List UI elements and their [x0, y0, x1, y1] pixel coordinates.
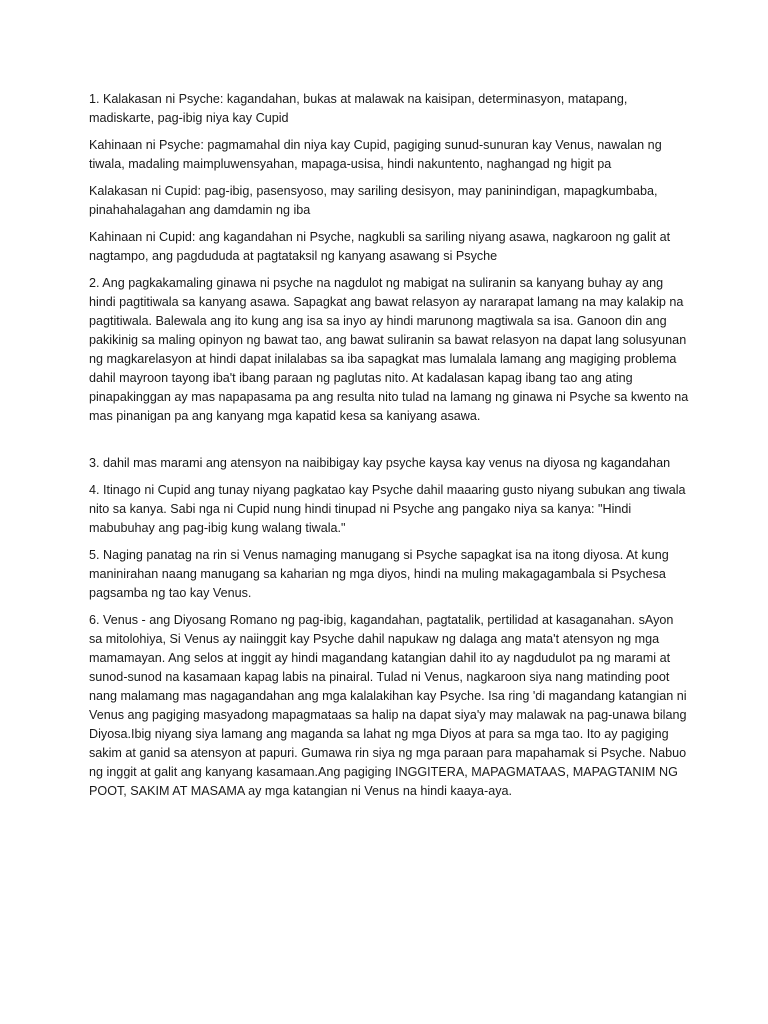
paragraph-5: 2. Ang pagkakamaling ginawa ni psyche na nagdulot ng mabigat na suliranin sa kanyang buhay ay ang hindi pagtitiwala sa kanyang asawa. Sapagkat ang bawat relasyon ay nararapat lamang na may kalakip na pagtitiwala. Balewala ang ito kung ang isa sa inyo ay hindi marunong magtiwala sa isa. Ganoon din ang pakikinig sa maling opinyon ng bawat tao, ang bawat suliranin sa bawat relasyon na dapat lang solusyunan ng magkarelasyon at hindi dapat inilalabas sa iba sapagkat mas lumalala lamang ang magiging problema dahil mayroon tayong iba't ibang paraan ng paglutas nito. At kadalasan kapag ibang tao ang ating pinapakinggan ay mas napapasama pa ang resulta nito tulad na lamang ng ginawa ni Psyche sa kwento na mas pinanigan pa ang kanyang mga kapatid kesa sa kaniyang asawa.: [89, 276, 689, 423]
paragraph-9: 6. Venus - ang Diyosang Romano ng pag-ibig, kagandahan, pagtatalik, pertilidad at kasaganahan. sAyon sa mitolohiya, Si Venus ay naiinggit kay Psyche dahil napukaw ng dalaga ang mata't atensyon ng mga mamamayan. Ang selos at inggit ay hindi magandang katangian dahil ito ay nagdudulot pa ng marami at sunod-sunod na kasamaan kapag labis na pinairal. Tulad ni Venus, nagkaroon siya nang matinding poot nang malamang mas nagagandahan ang mga kalalakihan kay Psyche. Isa ring 'di magandang katangian ni Venus ang pagiging masyadong mapagmataas sa halip na dapat siya'y may malawak na pag-unawa bilang Diyosa.Ibig niyang siya lamang ang maganda sa lahat ng mga Diyos at para sa mga tao. Ito ay pagiging sakim at ganid sa atensyon at papuri. Gumawa rin siya ng mga paraan para mapahamak si Psyche. Nabuo ng inggit at galit ang kanyang kasamaan.Ang pagiging INGGITERA, MAPAGMATAAS, MAPAGTANIM NG POOT, SAKIM AT MASAMA ay mga katangian ni Venus na hindi kaaya-aya.: [89, 613, 687, 798]
document-page: [89, 90, 689, 809]
paragraph-spacer: [89, 434, 689, 454]
paragraph-7: 4. Itinago ni Cupid ang tunay niyang pagkatao kay Psyche dahil maaaring gusto niyang subukan ang tiwala nito sa kanya. Sabi nga ni Cupid nung hindi tinupad ni Psyche ang pangako niya sa kanya: "Hindi mabubuhay ang pag-ibig kung walang tiwala.": [89, 483, 686, 535]
paragraph-3: Kalakasan ni Cupid: pag-ibig, pasensyoso, may sariling desisyon, may paninindigan, mapagkumbaba, pinahahalagahan ang damdamin ng iba: [89, 184, 658, 217]
paragraph-6: 3. dahil mas marami ang atensyon na naibibigay kay psyche kaysa kay venus na diyosa ng kagandahan: [89, 456, 671, 470]
paragraph-1: 1. Kalakasan ni Psyche: kagandahan, bukas at malawak na kaisipan, determinasyon, matapang, madiskarte, pag-ibig niya kay Cupid: [89, 92, 628, 125]
paragraph-8: 5. Naging panatag na rin si Venus namaging manugang si Psyche sapagkat isa na itong diyosa. At kung maninirahan naang manugang sa kaharian ng mga diyos, hindi na muling makagagambala si Psychesa pagsamba ng tao kay Venus.: [89, 548, 669, 600]
paragraph-4: Kahinaan ni Cupid: ang kagandahan ni Psyche, nagkubli sa sariling niyang asawa, nagkaroon ng galit at nagtampo, ang pagdududa at pagtataksil ng kanyang asawang si Psyche: [89, 230, 671, 263]
paragraph-2: Kahinaan ni Psyche: pagmamahal din niya kay Cupid, pagiging sunud-sunuran kay Venus, nawalan ng tiwala, madaling maimpluwensyahan, mapaga-usisa, hindi nakuntento, naghangad ng higit pa: [89, 138, 662, 171]
